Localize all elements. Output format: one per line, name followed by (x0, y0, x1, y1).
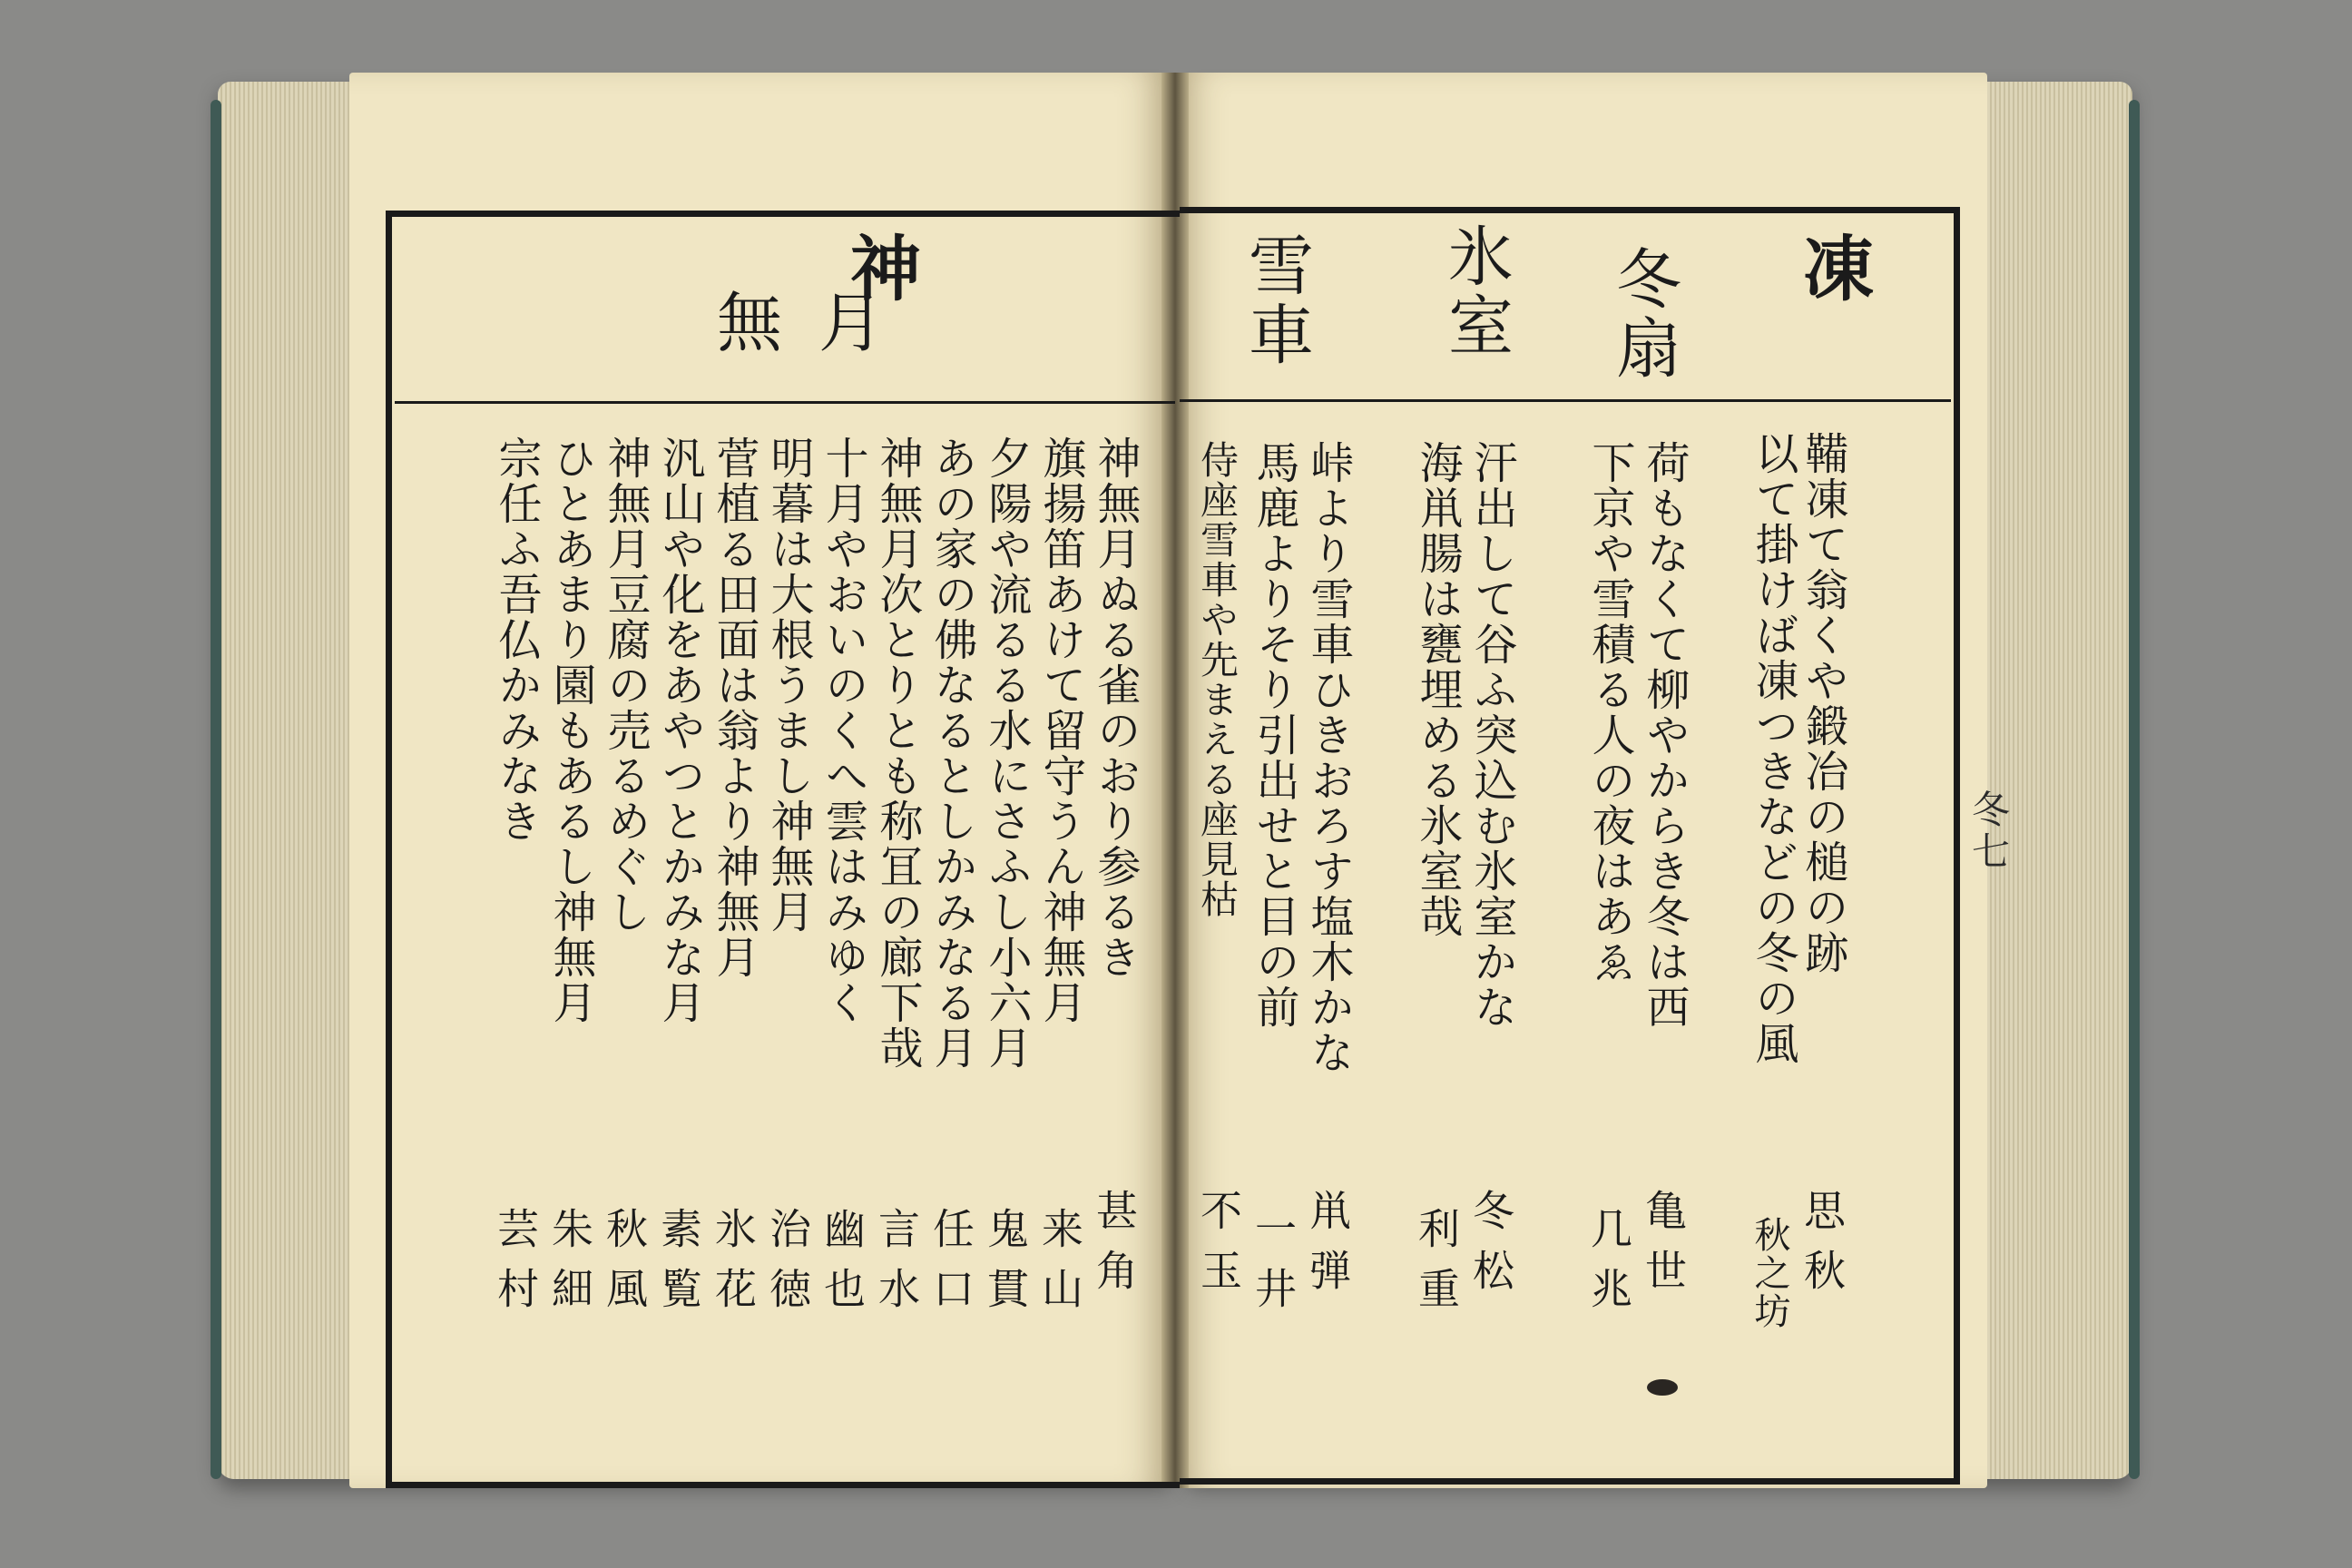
heading-left-2: 無月 (717, 285, 921, 361)
verse-left-10: 神無月豆腐の売るめぐし (600, 436, 651, 935)
heading-right-1: 凍 (1791, 231, 1874, 308)
author-left-1: 甚角 (1090, 1189, 1139, 1308)
verse-left-4: あの家の佛なるとしかみなる月 (926, 436, 977, 1071)
author-left-9: 素覧 (654, 1207, 703, 1327)
verse-right-8: 馬鹿よりそり引出せと目の前 (1249, 440, 1299, 1030)
author-left-8: 氷花 (709, 1207, 758, 1327)
verse-left-6: 十月やおいのくへ雲はみゆく (818, 436, 868, 1025)
cover-edge-left (211, 100, 221, 1479)
author-right-5: 冬松 (1466, 1189, 1515, 1308)
verse-right-5: 汗出して谷ふ突込む氷室かな (1466, 440, 1517, 1030)
author-left-12: 芸村 (491, 1207, 540, 1327)
author-left-3: 鬼貫 (981, 1207, 1030, 1327)
page-margin-label: 冬七 (1966, 789, 2011, 873)
author-right-4: 几兆 (1584, 1207, 1633, 1327)
verse-left-1: 神無月ぬる雀のおり参るき (1090, 436, 1141, 980)
verse-right-4: 下京や雪積る人の夜はあゑ (1584, 440, 1635, 985)
author-right-3: 亀世 (1639, 1189, 1688, 1308)
right-header-rule (1180, 399, 1951, 402)
verse-right-3: 荷もなくて柳やからき冬は西 (1639, 440, 1690, 1030)
verse-left-7: 明暮は大根うまし神無月 (763, 436, 814, 935)
author-right-2: 秋之坊 (1749, 1216, 1790, 1330)
author-right-1: 思秋 (1798, 1189, 1847, 1308)
heading-right-2: 冬扇 (1605, 245, 1681, 383)
author-left-2: 来山 (1035, 1207, 1084, 1327)
verse-left-3: 夕陽や流るる水にさふし小六月 (981, 436, 1032, 1071)
verse-left-2: 旗揚笛あけて留守うん神無月 (1035, 436, 1086, 1025)
author-left-11: 朱細 (545, 1207, 594, 1327)
heading-right-3: 氷室 (1437, 222, 1514, 360)
cover-edge-right (2129, 100, 2140, 1479)
verse-right-7: 峠より雪車ひきおろす塩木かな (1303, 440, 1354, 1075)
author-right-9: 不玉 (1194, 1189, 1243, 1308)
verse-right-9: 侍座雪車や先まえる座見枯 (1195, 440, 1240, 919)
author-right-7: 鼡弾 (1303, 1189, 1352, 1308)
heading-right-4: 雪車 (1238, 231, 1314, 369)
author-right-6: 利重 (1412, 1207, 1461, 1327)
verse-right-2: 以て掛けば凍つきなどの冬の風 (1748, 431, 1798, 1066)
ink-blot (1647, 1379, 1678, 1396)
heading-left-1: 神 (838, 231, 921, 308)
verse-right-6: 海鼡腸は甕埋める氷室哉 (1412, 440, 1463, 939)
verse-left-9: 汎山や化をあやつとかみな月 (654, 436, 705, 1025)
verse-left-8: 菅植る田面は翁より神無月 (709, 436, 760, 980)
author-left-5: 言水 (872, 1207, 921, 1327)
verse-left-5: 神無月次とりとも称冝の廊下哉 (872, 436, 923, 1071)
left-header-rule (395, 401, 1175, 404)
author-left-10: 秋風 (600, 1207, 649, 1327)
author-left-4: 任口 (926, 1207, 975, 1327)
verse-left-12: 宗任ふ吾仏かみなき (491, 436, 542, 844)
open-book (218, 73, 2132, 1488)
author-left-6: 幽也 (818, 1207, 867, 1327)
verse-left-11: ひとあまり園もあるし神無月 (545, 436, 596, 1025)
author-right-8: 一井 (1249, 1207, 1298, 1327)
author-left-7: 治徳 (763, 1207, 812, 1327)
verse-right-1: 鞴凍て翁くや鍛冶の槌の跡 (1798, 431, 1848, 975)
